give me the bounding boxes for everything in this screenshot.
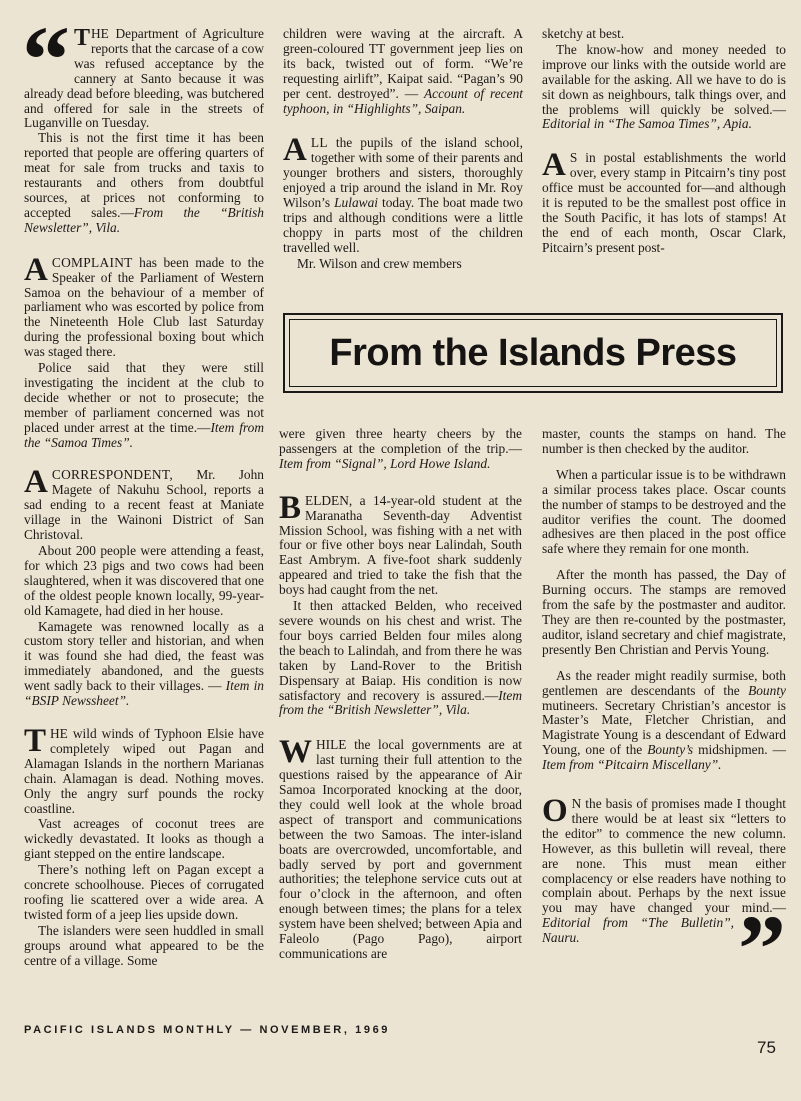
source-citation: Editorial in “The Samoa Times”, Apia.	[542, 116, 752, 132]
article-typhoon-end	[283, 27, 523, 116]
article-cow-carcase	[22, 6, 264, 131]
drop-cap: W	[279, 734, 312, 771]
drop-cap: A	[283, 132, 307, 169]
lead-word: COMPLAINT	[51, 254, 133, 270]
paragraph-text: HE Department of Agriculture reports that the carcase of a cow was refused acceptance by the cannery at Santo because it was already dead before bleeding, was butchered and offered for sale in the streets of Luganville on Tuesday.	[24, 26, 264, 131]
paragraph-text: midshipmen. —	[693, 742, 786, 758]
paragraph-text: HE wild winds of Typhoon Elsie have completely wiped out Pagan and Alamagan Islands in the northern Marianas chain. Alamagan is dead. Nothing moves. Only the angry surf pounds the rocky coastline.	[24, 725, 264, 816]
section-banner	[283, 313, 783, 393]
paragraph-text: The know-how and money needed to improve our links with the outside world are available for the asking. All we have to do is sit down as neighbours, talk things over, and the problems will quickly be solved.—	[542, 41, 786, 117]
article-pupils-cont: Mr. Wilson and crew members	[297, 255, 462, 271]
page-number: 75	[757, 1038, 776, 1057]
article-pitcairn-stamps-cont: master, counts the stamps on hand. The number is then checked by the auditor.	[542, 426, 786, 456]
source-citation: From the “British Newsletter”, Vila.	[24, 204, 264, 235]
paragraph-text: Kamagete was renowned locally as a custom story teller and historian, and when it was found she had died, the feast was immediately abandoned, and the guests went sadly back to their villages. —	[24, 618, 264, 694]
column-2-top	[283, 27, 523, 272]
paragraph-text: today. The boat made two trips and although conditions were a little choppy in parts most of the children travelled well.	[283, 195, 523, 255]
column-3-top	[542, 27, 786, 256]
close-quote-mark: ”	[738, 895, 786, 1003]
drop-cap: A	[542, 147, 566, 184]
drop-cap: T	[74, 25, 91, 51]
article-typhoon-cont: Vast acreages of coconut trees are wickedly devastated. It looks as though a giant stepped on the entire landscape.	[24, 816, 264, 862]
paragraph-text: It then attacked Belden, who received severe wounds on his chest and wrist. The four boys carried Belden four miles along the beach to Lalindah, and from there he was taken by Land-Rover to the British Dispensary at Baiap. His condition is now satisfactory and recovery is assured.—	[279, 598, 522, 703]
drop-cap: A	[24, 251, 48, 288]
article-pitcairn-stamps-cont	[542, 669, 786, 773]
paragraph-text: ELDEN, a 14-year-old student at the Maranatha Seventh-day Adventist Mission School, was fishing with a net with four or five other boys near Lalindah, South East Ambrym. A five-foot shark suddenly appeared and tried to take the fish that the boys had caught from the net.	[279, 492, 522, 598]
ship-name: Bounty	[748, 682, 786, 698]
article-samoa-links-end: sketchy at best.	[542, 26, 625, 41]
source-citation: Item from “Pitcairn Miscellany”.	[542, 757, 722, 773]
lead-word: LL	[310, 135, 328, 151]
article-pitcairn-stamps-cont: After the month has passed, the Day of Burning occurs. The stamps are removed from the safe by the postmaster and auditor. They are then re-counted by the postmaster, auditor, island secretary and chief magistrate, presently Ben Christian and Pervis Young.	[542, 567, 786, 657]
source-citation: Item from “Signal”, Lord Howe Island.	[279, 455, 491, 471]
column-3-bottom	[542, 426, 786, 1003]
article-correspondent	[24, 464, 264, 543]
article-belden-shark	[279, 489, 522, 598]
article-complaint-cont	[24, 361, 264, 450]
source-citation: Account of recent typhoon, in “Highlights”, Saipan.	[283, 85, 523, 116]
article-pitcairn-stamps	[542, 147, 786, 255]
running-footer: PACIFIC ISLANDS MONTHLY — NOVEMBER, 1969	[24, 1024, 391, 1036]
paragraph-text: the pupils of the island school, together with some of their parents and younger brothers and sisters, thoroughly enjoyed a trip around the island in Mr. Roy Wilson’s	[283, 135, 523, 211]
article-samoa-links-end	[542, 43, 786, 132]
article-belden-shark-cont	[279, 599, 522, 718]
article-typhoon	[24, 722, 264, 816]
source-citation: Item in “BSIP Newssheet”.	[24, 678, 264, 709]
paragraph-text: N the basis of promises made I thought there would be at least six “letters to the editor” to commence the new column. However, as this bulletin will reveal, there are none. This must mean either complacency or else readers have nothing to complain about. Perhaps by the next issue you may have changed your mind.—	[542, 796, 786, 916]
paragraph-text: Police said that they were still investigating the incident at the club to decide whether or not to prosecute; the member of parliament concerned was not placed under arrest at the time.—	[24, 360, 264, 435]
paragraph-text: were given three hearty cheers by the passengers at the completion of the trip.—	[279, 426, 522, 456]
drop-cap: A	[24, 464, 48, 501]
paragraph-text: S in postal establishments the world over, every stamp in Pitcairn’s tiny post office must be accounted for—and although it is reputed to be the smallest post office in the South Pacific, it has lots of stamps! At the end of each month, Oscar Clark, Pitcairn’s present post-	[542, 150, 786, 255]
article-samoa-transport	[279, 734, 522, 962]
article-cow-carcase-cont	[24, 131, 264, 235]
paragraph-text: Mr. John Magete of Nakuhu School, reports a sad ending to a recent feast at Maniate village in the Wainoni District of San Christoval.	[24, 467, 264, 543]
ship-name: Bounty’s	[647, 742, 694, 758]
column-1	[22, 6, 264, 968]
paragraph-text: As the reader might readily surmise, both gentlemen are descendants of the	[542, 667, 786, 698]
paragraph-text: HILE the local governments are at last turning their full attention to the questions raised by the appearance of Air Samoa Incorporated knocking at the door, they could well look at the whole broad aspect of transport and communications between the two Samoas. The inter-island boats are overcrowded, uncomfortable, and badly served by port and government authorities; the telephone service cuts out at four o’clock in the afternoon, and often enough between times; the plans for a telex system have been shelved; between Apia and Faleolo (Pago Pago), airport communications are	[279, 737, 522, 961]
drop-cap: O	[542, 793, 568, 830]
article-pupils-end	[279, 427, 522, 472]
drop-cap: B	[279, 489, 302, 526]
article-nauru-letters	[542, 793, 786, 1003]
article-typhoon-cont: The islanders were seen huddled in small groups around what appeared to be the centre of a village. Some	[24, 922, 264, 968]
paragraph-text: mutineers. Secretary Christian’s ancestor is Master’s Mate, Fletcher Christian, and Magistrate Young is a descendant of Edward Young, one of the	[542, 697, 786, 758]
article-pitcairn-stamps-cont: When a particular issue is to be withdrawn a similar process takes place. Oscar counts the number of stamps to be destroyed and the auditor verifies the count. The doomed adhesives are then placed in the post office safe where they remain for one month.	[542, 466, 786, 557]
article-complaint	[24, 251, 264, 360]
article-correspondent-cont: About 200 people were attending a feast, for which 23 pigs and two cows had been slaughtered, when it was discovered that one of the oldest people known locally, 99-year-old Kamagete, had died in her house.	[24, 543, 264, 618]
article-typhoon-cont: There’s nothing left on Pagan except a concrete schoolhouse. Pieces of corrugated roofing lie scattered over a wide area. A twisted form of a jeep lies upside down.	[24, 862, 264, 922]
section-title: From the Islands Press	[329, 331, 737, 374]
article-correspondent-cont	[24, 620, 264, 709]
source-citation: Item from the “Samoa Times”.	[24, 419, 264, 450]
source-citation: Editorial from “The Bulletin”, Nauru.	[542, 915, 734, 946]
column-2-bottom	[279, 427, 522, 962]
paragraph-text: This is not the first time it has been reported that people are offering quarters of meat for sale from trucks and taxis to restaurants and others from doubtful sources, at prices not conforming to accepted sales.—	[24, 130, 264, 220]
paragraph-text: children were waving at the aircraft. A green-coloured TT government jeep lies on its back, twisted out of form. “We’re requesting airlift”, Kaipat said. “Pagan’s 90 per cent. destroyed”. —	[283, 26, 523, 101]
lead-word: CORRESPONDENT,	[51, 467, 173, 483]
boat-name: Lulawai	[334, 195, 378, 211]
paragraph-text: has been made to the Speaker of the Parliament of Western Samoa on the behaviour of a member of parliament who was escorted by police from the Nineteenth Hole Club last Saturday during the professional boxing bout which was staged there.	[24, 254, 264, 360]
source-citation: Item from the “British Newsletter”, Vila.	[279, 687, 522, 718]
open-quote-mark: “	[22, 6, 70, 113]
article-pupils	[283, 132, 523, 255]
drop-cap: T	[24, 722, 47, 759]
